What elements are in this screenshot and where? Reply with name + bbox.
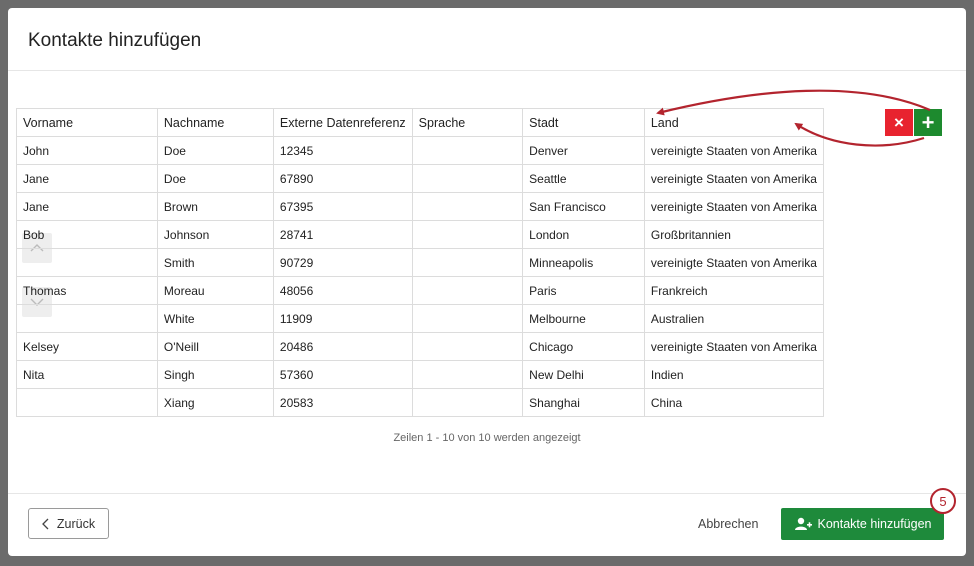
cell-country[interactable]: vereinigte Staaten von Amerika [644, 193, 823, 221]
back-button-label: Zurück [56, 516, 96, 531]
cell-last-name[interactable]: White [157, 305, 273, 333]
cell-language[interactable] [412, 277, 522, 305]
column-header-country[interactable]: Land [644, 109, 823, 137]
cell-last-name[interactable]: Smith [157, 249, 273, 277]
column-header-external-reference[interactable]: Externe Datenreferenz [273, 109, 412, 137]
cell-city[interactable]: New Delhi [523, 361, 645, 389]
cell-last-name[interactable]: Doe [157, 137, 273, 165]
cell-language[interactable] [412, 305, 522, 333]
add-contacts-button-label: Kontakte hinzufügen [817, 517, 932, 531]
cell-first-name[interactable]: Jane [17, 165, 158, 193]
cell-external-reference[interactable]: 20486 [273, 333, 412, 361]
cell-first-name[interactable] [17, 305, 158, 333]
cell-language[interactable] [412, 389, 522, 417]
cell-last-name[interactable]: Moreau [157, 277, 273, 305]
cell-first-name[interactable]: Thomas [17, 277, 158, 305]
cell-city[interactable]: London [523, 221, 645, 249]
table-row [17, 165, 824, 193]
cell-external-reference[interactable]: 28741 [273, 221, 412, 249]
column-header-language[interactable]: Sprache [412, 109, 522, 137]
header-divider [8, 70, 966, 71]
cell-language[interactable] [412, 165, 522, 193]
cell-last-name[interactable]: Doe [157, 165, 273, 193]
cell-city[interactable]: Paris [523, 277, 645, 305]
contacts-table-viewport[interactable] [23, 108, 884, 419]
cell-city[interactable]: Chicago [523, 333, 645, 361]
cell-first-name[interactable]: John [17, 137, 158, 165]
table-row [17, 249, 824, 277]
footer-divider [8, 493, 966, 494]
cell-external-reference[interactable]: 67890 [273, 165, 412, 193]
cell-city[interactable]: Seattle [523, 165, 645, 193]
cell-external-reference[interactable]: 67395 [273, 193, 412, 221]
cell-language[interactable] [412, 333, 522, 361]
cell-first-name[interactable]: Bob [17, 221, 158, 249]
step-marker: 5 [930, 488, 956, 514]
contacts-table [16, 108, 824, 417]
column-header-first-name[interactable]: Vorname [17, 109, 158, 137]
cell-city[interactable]: Denver [523, 137, 645, 165]
table-row [17, 277, 824, 305]
cell-last-name[interactable]: Singh [157, 361, 273, 389]
cancel-button[interactable]: Abbrechen [698, 517, 759, 531]
add-contacts-dialog [8, 8, 966, 556]
cell-first-name[interactable]: Nita [17, 361, 158, 389]
cell-language[interactable] [412, 361, 522, 389]
cell-city[interactable]: Minneapolis [523, 249, 645, 277]
cell-external-reference[interactable]: 20583 [273, 389, 412, 417]
cell-last-name[interactable]: Brown [157, 193, 273, 221]
cell-external-reference[interactable]: 57360 [273, 361, 412, 389]
cell-country[interactable]: Indien [644, 361, 823, 389]
cell-country[interactable]: Großbritannien [644, 221, 823, 249]
cell-city[interactable]: San Francisco [523, 193, 645, 221]
cell-language[interactable] [412, 137, 522, 165]
cell-language[interactable] [412, 193, 522, 221]
remove-column-button[interactable] [885, 109, 913, 136]
cell-country[interactable]: Australien [644, 305, 823, 333]
cell-last-name[interactable]: Johnson [157, 221, 273, 249]
table-row [17, 193, 824, 221]
add-column-button[interactable] [914, 109, 942, 136]
table-row [17, 221, 824, 249]
cell-external-reference[interactable]: 90729 [273, 249, 412, 277]
cell-external-reference[interactable]: 12345 [273, 137, 412, 165]
table-row [17, 333, 824, 361]
cell-first-name[interactable] [17, 249, 158, 277]
add-contacts-button[interactable] [781, 508, 944, 540]
table-row [17, 137, 824, 165]
cell-country[interactable]: vereinigte Staaten von Amerika [644, 333, 823, 361]
chevron-left-icon [42, 518, 49, 530]
cell-country[interactable]: vereinigte Staaten von Amerika [644, 137, 823, 165]
table-row [17, 305, 824, 333]
cell-language[interactable] [412, 249, 522, 277]
table-row [17, 389, 824, 417]
cell-country[interactable]: Frankreich [644, 277, 823, 305]
table-row [17, 361, 824, 389]
cell-city[interactable]: Shanghai [523, 389, 645, 417]
column-header-city[interactable]: Stadt [523, 109, 645, 137]
close-icon: × [894, 112, 904, 132]
cell-external-reference[interactable]: 11909 [273, 305, 412, 333]
cell-country[interactable]: China [644, 389, 823, 417]
cell-first-name[interactable] [17, 389, 158, 417]
back-button[interactable] [28, 508, 109, 539]
plus-icon: + [921, 109, 935, 135]
cell-language[interactable] [412, 221, 522, 249]
column-header-last-name[interactable]: Nachname [157, 109, 273, 137]
cell-city[interactable]: Melbourne [523, 305, 645, 333]
cell-country[interactable]: vereinigte Staaten von Amerika [644, 165, 823, 193]
table-header-row [17, 109, 824, 137]
cell-country[interactable]: vereinigte Staaten von Amerika [644, 249, 823, 277]
paging-info: Zeilen 1 - 10 von 10 werden angezeigt [393, 432, 581, 444]
add-user-icon [794, 517, 812, 531]
cell-first-name[interactable]: Kelsey [17, 333, 158, 361]
cell-first-name[interactable]: Jane [17, 193, 158, 221]
cell-last-name[interactable]: Xiang [157, 389, 273, 417]
dialog-title: Kontakte hinzufügen [28, 30, 202, 51]
cell-external-reference[interactable]: 48056 [273, 277, 412, 305]
cell-last-name[interactable]: O'Neill [157, 333, 273, 361]
